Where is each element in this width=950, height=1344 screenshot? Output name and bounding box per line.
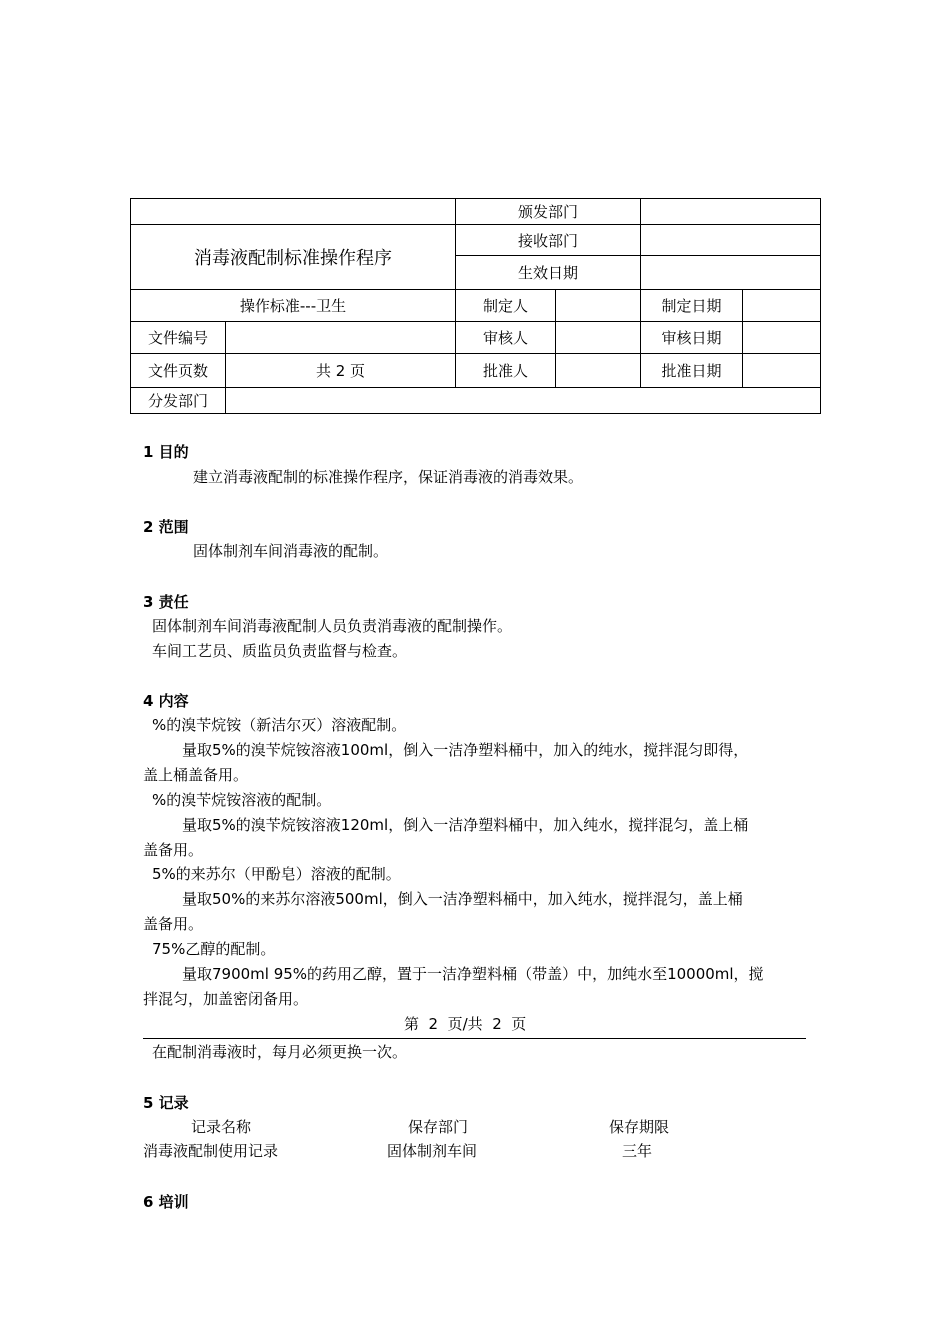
content-line: 盖备用。: [143, 915, 204, 933]
content-line: 量取5%的溴苄烷铵溶液100ml，倒入一洁净塑料桶中，加入的纯水，搅拌混匀即得，: [182, 741, 749, 759]
doc-no-value: [226, 322, 456, 354]
content-line: 5%的来苏尔（甲酚皂）溶液的配制。: [152, 865, 401, 883]
content-line: 量取5%的溴苄烷铵溶液120ml，倒入一洁净塑料桶中，加入纯水，搅拌混匀，盖上桶: [182, 816, 749, 834]
distribution-value: [226, 388, 821, 414]
doc-no-label: 文件编号: [131, 322, 226, 354]
approver-value: [556, 354, 641, 388]
content-line: 拌混匀，加盖密闭备用。: [143, 990, 309, 1008]
records-cell: 固体制剂车间: [387, 1142, 478, 1160]
content-line: 量取50%的来苏尔溶液500ml，倒入一洁净塑料桶中，加入纯水，搅拌混匀，盖上桶: [182, 890, 743, 908]
drafter-label: 制定人: [456, 290, 556, 322]
content-line: 盖上桶盖备用。: [143, 766, 249, 784]
purpose-text: 建立消毒液配制的标准操作程序，保证消毒液的消毒效果。: [193, 468, 584, 486]
category-label: 操作标准---卫生: [131, 290, 456, 322]
responsibility-line: 固体制剂车间消毒液配制人员负责消毒液的配制操作。: [152, 617, 513, 635]
page-divider: [143, 1038, 806, 1039]
effective-date-value: [641, 256, 821, 290]
effective-date-label: 生效日期: [456, 256, 641, 290]
scope-text: 固体制剂车间消毒液的配制。: [193, 542, 389, 560]
approve-date-value: [743, 354, 821, 388]
issuing-dept-label: 颁发部门: [456, 199, 641, 225]
document-title: 消毒液配制标准操作程序: [131, 225, 456, 290]
content-after-line: 在配制消毒液时，每月必须更换一次。: [152, 1043, 408, 1061]
purpose-heading: 1 目的: [143, 443, 189, 461]
responsibility-heading: 3 责任: [143, 593, 189, 611]
records-column-header: 记录名称: [191, 1118, 252, 1136]
content-line: 盖备用。: [143, 841, 204, 859]
content-line: 量取7900ml 95%的药用乙醇，置于一洁净塑料桶（带盖）中，加纯水至10000ml，搅: [182, 965, 764, 983]
records-column-header: 保存期限: [609, 1118, 670, 1136]
drafter-value: [556, 290, 641, 322]
review-date-value: [743, 322, 821, 354]
content-heading: 4 内容: [143, 692, 189, 710]
records-cell: 消毒液配制使用记录: [143, 1142, 279, 1160]
content-line: %的溴苄烷铵溶液的配制。: [152, 791, 332, 809]
header-blank-cell: [131, 199, 456, 225]
records-column-header: 保存部门: [408, 1118, 469, 1136]
issuing-dept-value: [641, 199, 821, 225]
review-date-label: 审核日期: [641, 322, 743, 354]
records-cell: 三年: [622, 1142, 653, 1160]
scope-heading: 2 范围: [143, 518, 189, 536]
document-header-table: [130, 198, 821, 414]
responsibility-line: 车间工艺员、质监员负责监督与检查。: [152, 642, 408, 660]
distribution-label: 分发部门: [131, 388, 226, 414]
pages-value: 共 2 页: [226, 354, 456, 388]
content-line: %的溴苄烷铵（新洁尔灭）溶液配制。: [152, 716, 407, 734]
training-heading: 6 培训: [143, 1193, 189, 1211]
receiving-dept-value: [641, 225, 821, 256]
page-marker: 第 2 页/共 2 页: [404, 1015, 527, 1033]
reviewer-label: 审核人: [456, 322, 556, 354]
approver-label: 批准人: [456, 354, 556, 388]
reviewer-value: [556, 322, 641, 354]
pages-label: 文件页数: [131, 354, 226, 388]
content-line: 75%乙醇的配制。: [152, 940, 276, 958]
records-heading: 5 记录: [143, 1094, 189, 1112]
draft-date-label: 制定日期: [641, 290, 743, 322]
draft-date-value: [743, 290, 821, 322]
approve-date-label: 批准日期: [641, 354, 743, 388]
receiving-dept-label: 接收部门: [456, 225, 641, 256]
